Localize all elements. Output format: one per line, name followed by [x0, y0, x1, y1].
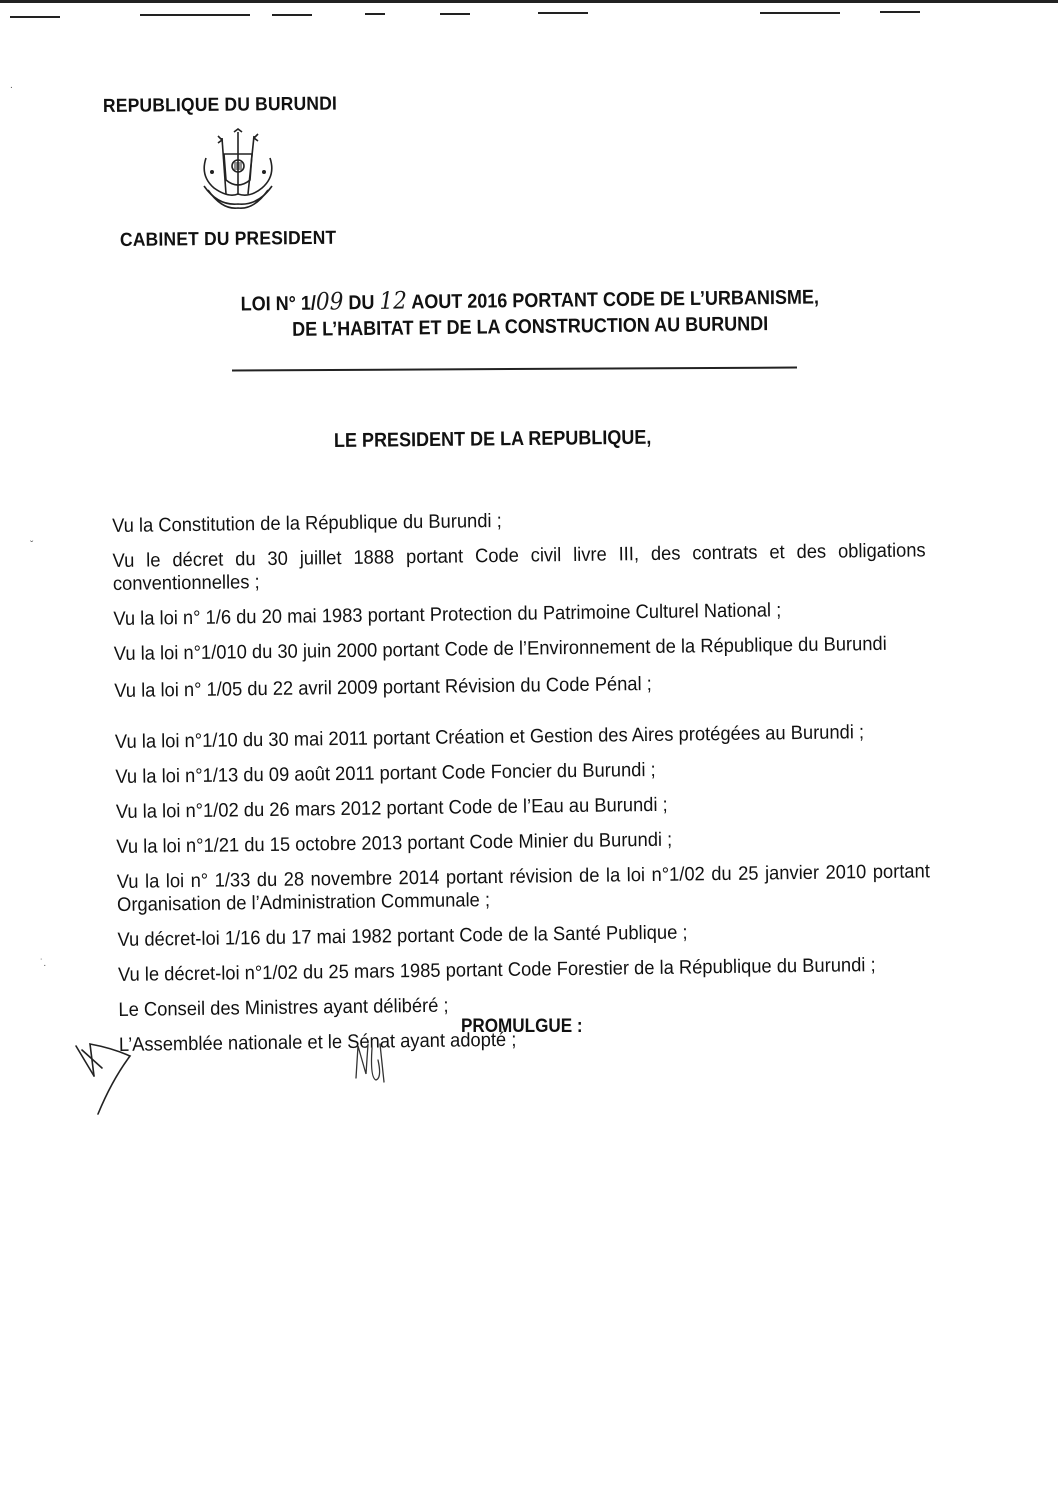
visa-item: L’Assemblée nationale et le Sénat ayant adopté ;: [118, 1028, 517, 1056]
scan-speck: ˇ: [30, 540, 34, 551]
law-title: [150, 281, 911, 344]
initials-icon: [350, 1038, 392, 1088]
scan-speck: ˙.: [40, 958, 47, 969]
scan-dash: [272, 14, 312, 16]
visa-item: Vu la loi n°1/010 du 30 juin 2000 portant Code de l’Environnement de la République du Burundi: [113, 632, 887, 665]
republic-heading: REPUBLIQUE DU BURUNDI: [102, 93, 338, 117]
scan-dash: [538, 12, 588, 14]
law-title-rest: AOUT 2016 PORTANT CODE DE L’URBANISME,: [406, 286, 820, 314]
visa-item: Vu la loi n° 1/6 du 20 mai 1983 portant Protection du Patrimoine Culturel National ;: [113, 599, 782, 630]
cabinet-heading: CABINET DU PRESIDENT: [119, 227, 337, 251]
visa-item: Vu décret-loi 1/16 du 17 mai 1982 portant Code de la Santé Publique ;: [117, 921, 688, 951]
visa-item: Vu la loi n°1/21 du 15 octobre 2013 portant Code Minier du Burundi ;: [116, 828, 673, 858]
law-title-line-2: DE L’HABITAT ET DE LA CONSTRUCTION AU BURUNDI: [292, 313, 769, 341]
scan-dash: [10, 16, 60, 18]
visa-item: Vu la loi n°1/10 du 30 mai 2011 portant Création et Gestion des Aires protégées au Burundi ;: [114, 721, 865, 753]
law-title-du: DU: [343, 291, 380, 315]
burundi-coat-of-arms-icon: [188, 128, 288, 216]
visa-item: Vu la loi n°1/02 du 26 mars 2012 portant Code de l’Eau au Burundi ;: [115, 793, 668, 823]
visa-item: Vu la Constitution de la République du Burundi ;: [112, 509, 502, 537]
visa-item: Vu la loi n° 1/33 du 28 novembre 2014 portant révision de la loi n°1/02 du 25 janvier 2010 portant Organisation de l’Administration Communale ;: [116, 860, 930, 916]
visa-item: Vu la loi n° 1/05 du 22 avril 2009 portant Révision du Code Pénal ;: [114, 672, 652, 702]
scan-top-border: [0, 0, 1058, 3]
scan-dash: [140, 14, 250, 16]
scan-dash: [880, 11, 920, 13]
scan-dash: [760, 12, 840, 14]
handwritten-day: 12: [379, 286, 408, 315]
scan-dash: [365, 13, 385, 15]
promulgue-heading: PROMULGUE :: [461, 1016, 583, 1037]
visa-item: Vu la loi n°1/13 du 09 août 2011 portant Code Foncier du Burundi ;: [115, 758, 656, 788]
scan-speck: .: [10, 80, 13, 91]
visa-item: Vu le décret du 30 juillet 1888 portant Code civil livre III, des contrats et des obligations conventionnelles ;: [112, 539, 926, 595]
scan-dash: [440, 13, 470, 15]
title-divider: [232, 367, 797, 371]
law-title-prefix: LOI N° 1/: [240, 292, 317, 316]
visa-item: Vu le décret-loi n°1/02 du 25 mars 1985 portant Code Forestier de la République du Burundi ;: [117, 954, 876, 986]
president-heading: LE PRESIDENT DE LA REPUBLIQUE,: [333, 426, 652, 452]
signature-icon: [72, 1040, 142, 1120]
visa-item: Le Conseil des Ministres ayant délibéré ;: [118, 994, 449, 1021]
handwritten-law-number: 09: [315, 287, 344, 316]
visas-list: [112, 504, 949, 1057]
